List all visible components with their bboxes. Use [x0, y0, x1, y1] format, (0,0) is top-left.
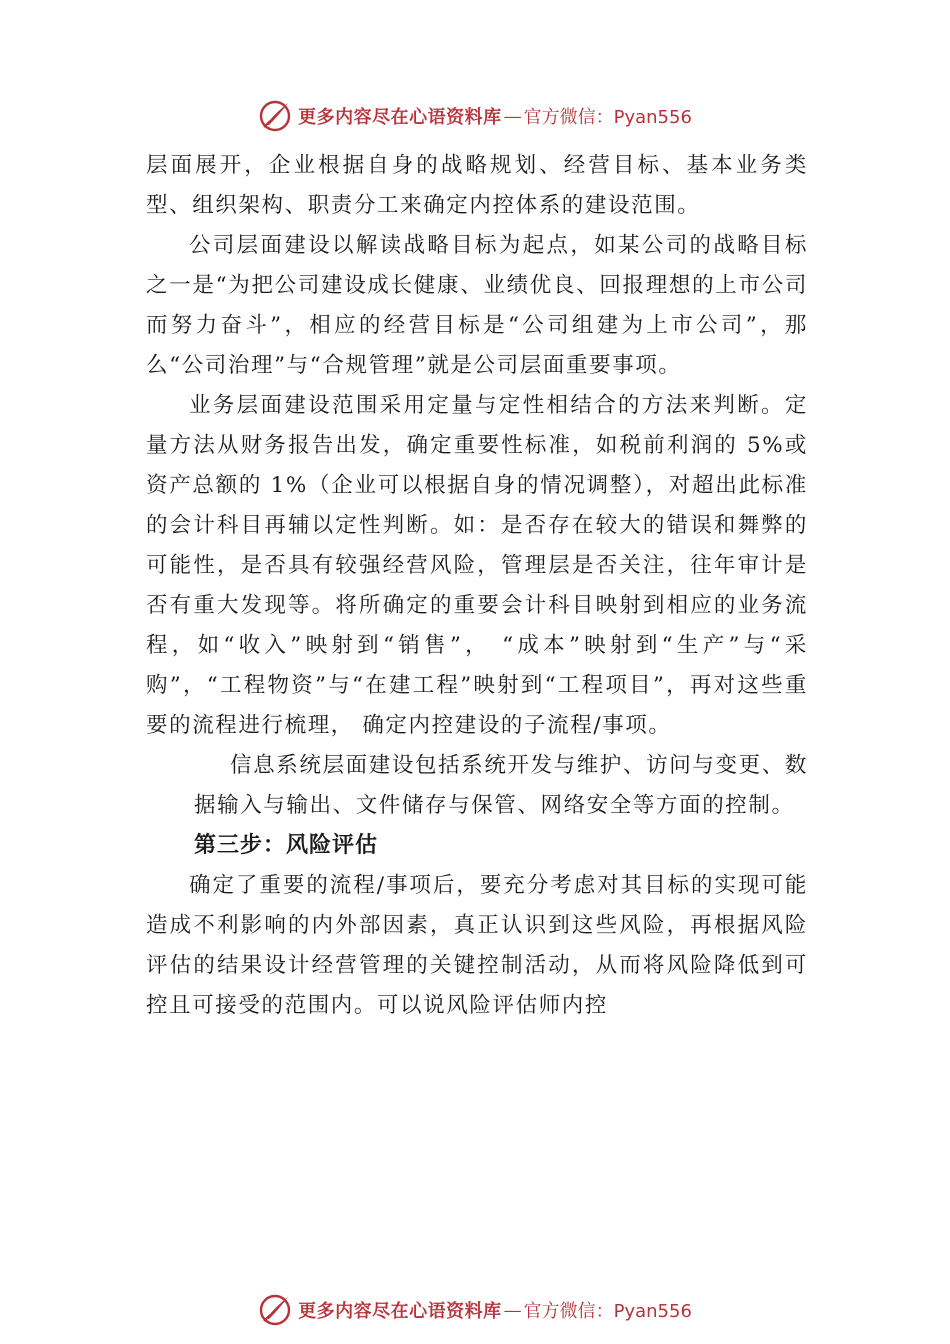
section-heading: 第三步：风险评估 [194, 833, 379, 858]
paragraph-scope: 层面展开，企业根据自身的战略规划、经营目标、基本业务类型、组织架构、职责分工来确定内控体系的建设范围。 [146, 153, 808, 218]
paragraph-business-level: 业务层面建设范围采用定量与定性相结合的方法来判断。定量方法从财务报告出发，确定重要性标准，如税前利润的 5%或资产总额的 1%（企业可以根据自身的情况调整），对超出此标准的会计科目再辅以定性判断。如：是否存在较大的错误和舞弊的可能性，是否具有较强经营风险，管理层是否关注，往年审计是否有重大发现等。将所确定的重要会计科目映射到相应的业务流程，如“收入”映射到“销售”， “成本”映射到“生产”与“采购”，“工程物资”与“在建工程”映射到“工程项目”，再对这些重要的流程进行梳理， 确定内控建设的子流程/事项。 [146, 393, 808, 738]
quill-logo-icon [258, 99, 292, 133]
quill-logo-icon [258, 1293, 292, 1327]
banner-brand: 更多内容尽在心语资料库 [298, 107, 502, 128]
banner-brand: 更多内容尽在心语资料库 [298, 1301, 502, 1322]
banner-separator: — [503, 1299, 522, 1321]
paragraph-company-level: 公司层面建设以解读战略目标为起点，如某公司的战略目标之一是“为把公司建设成长健康、业绩优良、回报理想的上市公司而努力奋斗”，相应的经营目标是“公司组建为上市公司”，那么“公司治理”与“合规管理”就是公司层面重要事项。 [146, 233, 808, 378]
banner-wechat: 官方微信：Pyan556 [523, 1301, 692, 1322]
banner-separator: — [503, 105, 522, 127]
header-banner [0, 96, 950, 136]
document-body [146, 146, 808, 1026]
paragraph-risk-assessment: 确定了重要的流程/事项后，要充分考虑对其目标的实现可能造成不利影响的内外部因素，真正认识到这些风险，再根据风险评估的结果设计经营管理的关键控制活动，从而将风险降低到可控且可接受的范围内。可以说风险评估师内控 [146, 873, 808, 1018]
banner-wechat: 官方微信：Pyan556 [523, 107, 692, 128]
footer-banner [0, 1290, 950, 1330]
paragraph-info-system: 信息系统层面建设包括系统开发与维护、访问与变更、数据输入与输出、文件储存与保管、网络安全等方面的控制。 [194, 753, 808, 818]
